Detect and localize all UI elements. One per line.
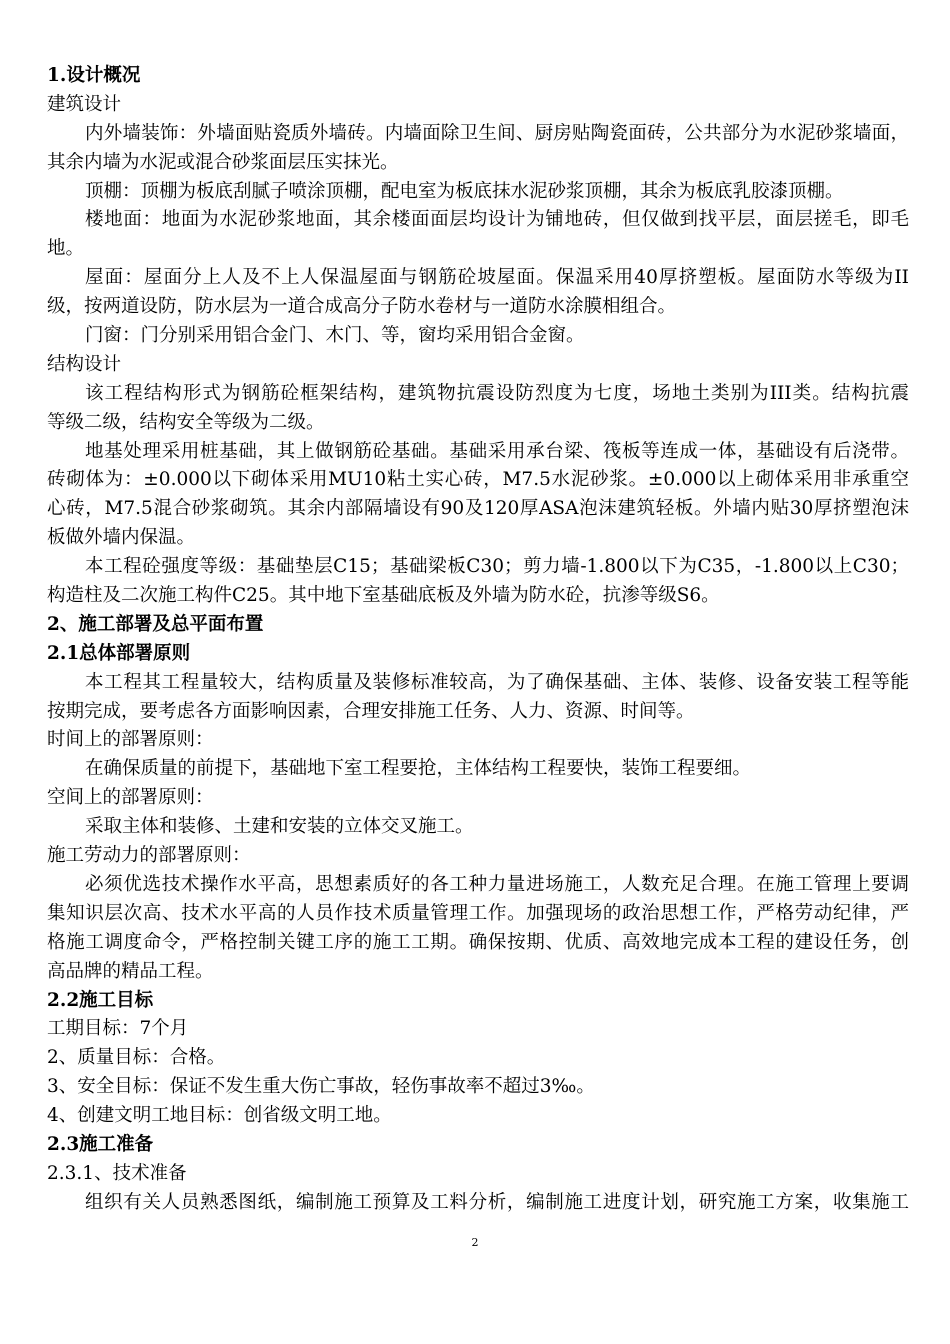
text-line: 顶棚：顶棚为板底刮腻子喷涂顶棚，配电室为板底抹水泥砂浆顶棚，其余为板底乳胶漆顶棚。 <box>85 180 844 202</box>
text-line: 心砖，M7.5混合砂浆砌筑。其余内部隔墙设有90及120厚ASA泡沫建筑轻板。外墙内贴30厚挤塑泡沫 <box>47 498 909 520</box>
text-line: 空间上的部署原则： <box>47 787 214 809</box>
text-line: 内外墙装饰：外墙面贴瓷质外墙砖。内墙面除卫生间、厨房贴陶瓷面砖，公共部分为水泥砂浆墙面， <box>85 122 909 144</box>
text-line: 2、质量目标：合格。 <box>47 1047 226 1069</box>
text-line: 该工程结构形式为钢筋砼框架结构，建筑物抗震设防烈度为七度，场地土类别为III类。结构抗震 <box>85 382 909 404</box>
text-line: 高品牌的精品工程。 <box>47 960 214 982</box>
text-line: 结构设计 <box>47 353 122 375</box>
text-line: 必须优选技术操作水平高，思想素质好的各工种力量进场施工，人数充足合理。在施工管理上要调 <box>85 873 909 895</box>
text-line: 3、安全目标：保证不发生重大伤亡事故，轻伤事故率不超过3‰。 <box>47 1076 595 1098</box>
text-line: 建筑设计 <box>47 93 122 115</box>
text-line: 构造柱及二次施工构件C25。其中地下室基础底板及外墙为防水砼，抗渗等级S6。 <box>47 585 720 607</box>
text-line: 组织有关人员熟悉图纸，编制施工预算及工料分析，编制施工进度计划，研究施工方案，收集施工 <box>85 1191 909 1213</box>
text-line: 采取主体和装修、土建和安装的立体交叉施工。 <box>85 816 474 838</box>
text-line: 本工程砼强度等级：基础垫层C15；基础梁板C30；剪力墙-1.800以下为C35，-1.800以上C30； <box>85 556 909 578</box>
text-line: 地基处理采用桩基础，其上做钢筋砼基础。基础采用承台梁、筏板等连成一体，基础设有后浇带。 <box>85 440 909 462</box>
section-heading: 2.2施工目标 <box>47 989 154 1011</box>
section-heading: 2.3施工准备 <box>47 1133 154 1155</box>
text-line: 等级二级，结构安全等级为二级。 <box>47 411 325 433</box>
section-heading: 1.设计概况 <box>47 65 141 86</box>
section-heading: 2.1总体部署原则 <box>47 642 191 664</box>
text-line: 按期完成，要考虑各方面影响因素，合理安排施工任务、人力、资源、时间等。 <box>47 700 695 722</box>
document-body <box>47 62 909 1218</box>
text-line: 时间上的部署原则： <box>47 729 214 751</box>
text-line: 工期目标：7个月 <box>47 1018 189 1040</box>
text-line: 砖砌体为：±0.000以下砌体采用MU10粘土实心砖，M7.5水泥砂浆。±0.000以上砌体采用非承重空 <box>47 469 909 491</box>
text-line: 集知识层次高、技术水平高的人员作技术质量管理工作。加强现场的政治思想工作，严格劳动纪律，严 <box>47 902 909 924</box>
text-line: 板做外墙内保温。 <box>47 527 196 549</box>
text-line: 屋面：屋面分上人及不上人保温屋面与钢筋砼坡屋面。保温采用40厚挤塑板。屋面防水等级为II <box>85 267 909 289</box>
text-line: 本工程其工程量较大，结构质量及装修标准较高，为了确保基础、主体、装修、设备安装工程等能 <box>85 671 909 693</box>
text-line: 门窗：门分别采用铝合金门、木门、等，窗均采用铝合金窗。 <box>85 325 585 347</box>
text-line: 4、创建文明工地目标：创省级文明工地。 <box>47 1105 392 1127</box>
text-line: 楼地面：地面为水泥砂浆地面，其余楼面面层均设计为铺地砖，但仅做到找平层，面层搓毛，即毛 <box>85 209 909 231</box>
text-line: 2.3.1、技术准备 <box>47 1162 187 1184</box>
section-heading: 2、施工部署及总平面布置 <box>47 613 264 635</box>
text-line: 其余内墙为水泥或混合砂浆面层压实抹光。 <box>47 151 399 173</box>
text-line: 在确保质量的前提下，基础地下室工程要抢，主体结构工程要快，装饰工程要细。 <box>85 758 752 780</box>
page-number: 2 <box>471 1236 479 1249</box>
text-line: 格施工调度命令，严格控制关键工序的施工工期。确保按期、优质、高效地完成本工程的建设任务，创 <box>47 931 909 953</box>
text-line: 施工劳动力的部署原则： <box>47 845 251 867</box>
text-line: 地。 <box>47 238 85 260</box>
text-line: 级，按两道设防，防水层为一道合成高分子防水卷材与一道防水涂膜相组合。 <box>47 296 677 318</box>
